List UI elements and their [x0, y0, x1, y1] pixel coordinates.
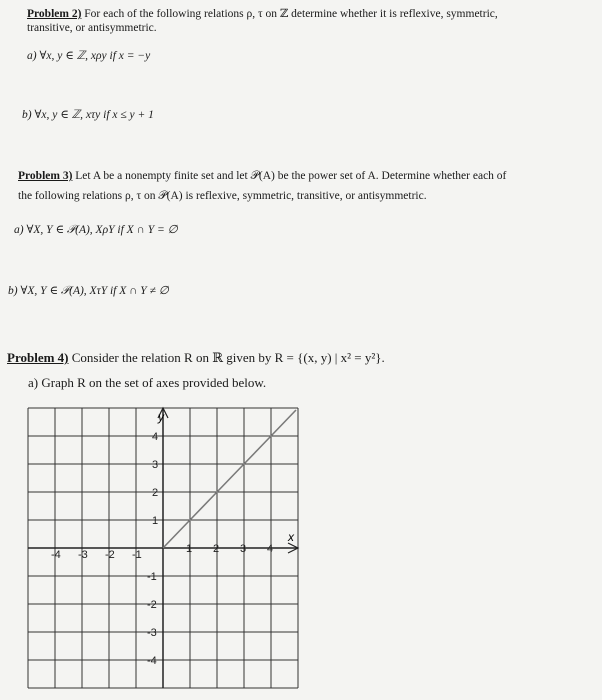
problem3-intro-line1: Let A be a nonempty finite set and let 𝒫(A) be the power set of A. Determine whether each of: [75, 170, 507, 182]
y-tick-label: 1: [152, 515, 159, 527]
problem2-part-b: b) ∀x, y ∈ ℤ, xτy if x ≤ y + 1: [22, 109, 154, 121]
y-tick-label: -4: [147, 655, 157, 667]
y-axis-label: y: [158, 410, 164, 424]
problem4-label: Problem 4): [7, 350, 69, 365]
x-tick-label: -2: [105, 549, 115, 561]
problem2-intro-line2: transitive, or antisymmetric.: [27, 22, 157, 34]
problem2-label: Problem 2): [27, 8, 82, 20]
problem2-intro-line1: For each of the following relations ρ, τ on ℤ determine whether it is reflexive, symmetric,: [84, 8, 498, 20]
y-tick-label: -3: [147, 627, 157, 639]
y-tick-label: -1: [147, 571, 157, 583]
x-axis-label: x: [288, 530, 294, 544]
graph-line-y-equals-x: [163, 410, 296, 548]
x-tick-label: -1: [132, 549, 142, 561]
problem4-intro-text: Consider the relation R on ℝ given by R = {(x, y) | x² = y²}.: [71, 350, 385, 365]
problem4-part-a: a) Graph R on the set of axes provided below.: [28, 375, 267, 390]
x-tick-label: 2: [213, 543, 220, 555]
problem3-part-a: a) ∀X, Y ∈ 𝒫(A), XρY if X ∩ Y = ∅: [14, 224, 178, 236]
x-tick-label: -4: [51, 549, 61, 561]
x-tick-label: 3: [240, 543, 247, 555]
problem3-label: Problem 3): [18, 170, 73, 182]
x-tick-label: -3: [78, 549, 88, 561]
x-tick-labels: [51, 543, 273, 561]
problem2-part-a: a) ∀x, y ∈ ℤ, xρy if x = −y: [27, 50, 151, 62]
y-tick-label: 2: [152, 487, 159, 499]
y-tick-label: -2: [147, 599, 157, 611]
problem3-part-b: b) ∀X, Y ∈ 𝒫(A), XτY if X ∩ Y ≠ ∅: [8, 285, 169, 297]
problem3-intro-line2: the following relations ρ, τ on 𝒫(A) is reflexive, symmetric, transitive, or antisymmetric.: [18, 190, 427, 202]
x-tick-label: 4: [267, 543, 274, 555]
y-tick-label: 4: [152, 431, 159, 443]
y-tick-label: 3: [152, 459, 159, 471]
y-tick-labels: [147, 431, 158, 667]
x-tick-label: 1: [186, 543, 193, 555]
